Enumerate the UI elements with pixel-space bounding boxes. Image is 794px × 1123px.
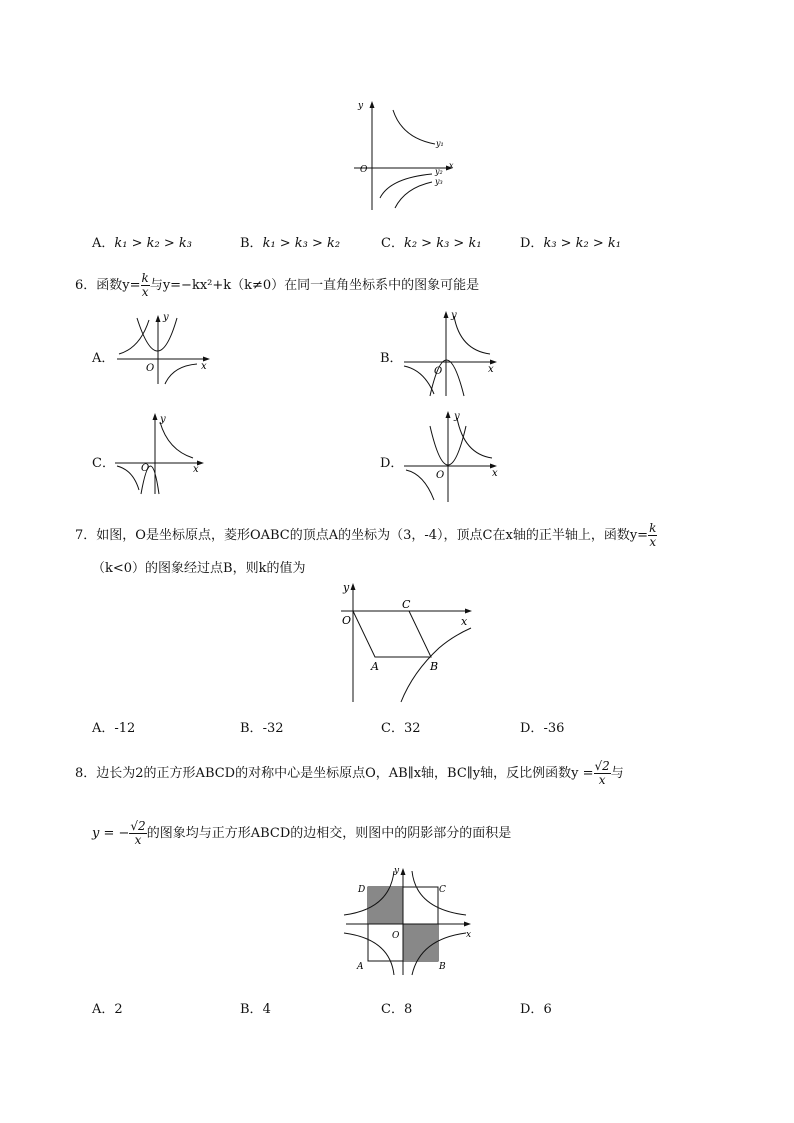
q8-line1: 边长为2的正方形ABCD的对称中心是坐标原点O，AB∥x轴，BC∥y轴，反比例函数y = [96,766,594,781]
svg-text:x: x [492,468,498,479]
q6-graph-b[interactable] [402,308,502,398]
q8-frac2-num: √2 [130,819,146,833]
q5-y2-label: y₂ [435,167,443,176]
q7-option-a-text: -12 [114,721,136,736]
q7-c-label: C [402,598,411,611]
q7-option-a-letter: A． [92,721,115,736]
q5-option-c-text: k₂ > k₃ > k₁ [403,236,482,251]
q5-graph [350,98,455,213]
q8-option-b-letter: B． [240,1002,263,1017]
q8-option-b-text: 4 [262,1002,271,1017]
q8-option-c[interactable] [381,998,412,1017]
q8-option-d-text: 6 [543,1002,552,1017]
q8-option-c-text: 8 [403,1002,413,1017]
svg-text:y: y [163,312,169,323]
q8-stem-line2 [92,820,511,847]
q8-frac1-den: x [598,773,606,787]
q8-a-label: A [357,962,364,972]
q5-option-d-text: k₃ > k₂ > k₁ [543,236,622,251]
q8-b-label: B [439,962,446,972]
q7-option-b-letter: B． [240,721,263,736]
q8-d-label: D [358,885,366,895]
q6-stem [75,272,479,299]
svg-text:O: O [436,470,445,481]
q7-option-b[interactable] [240,717,284,736]
q8-option-d[interactable] [520,998,552,1017]
q6-option-a-letter[interactable]: A． [92,351,115,366]
q7-option-d[interactable] [520,717,564,736]
q7-option-b-text: -32 [262,721,284,736]
q5-option-b-text: k₁ > k₃ > k₂ [262,236,341,251]
q8-x-label: x [466,930,472,940]
q6-frac-den: x [141,285,149,299]
q8-frac2-den: x [134,833,142,847]
q7-number: 7． [75,528,97,543]
q7-option-c-letter: C． [381,721,404,736]
q7-frac-num: k [649,521,657,535]
q5-y1-label: y₁ [436,139,444,148]
q5-option-a-text: k₁ > k₂ > k₃ [114,236,192,251]
q8-option-b[interactable] [240,998,271,1017]
q8-graph [340,865,475,977]
q8-number: 8． [75,766,97,781]
q8-o-label: O [392,931,400,941]
q6-frac-num: k [141,271,149,285]
q5-y-label: y [358,101,364,111]
q8-option-a-letter: A． [92,1002,115,1017]
q6-option-d-letter[interactable]: D． [380,456,404,471]
q6-number: 6． [75,278,97,293]
svg-text:x: x [488,364,494,375]
q7-x-label: x [461,615,468,628]
q8-line1-end: 与 [610,766,624,781]
q5-option-b[interactable] [240,232,340,251]
q8-y-label: y [394,866,400,876]
q5-y3-label: y₃ [435,177,443,186]
q7-line1: 如图，O是坐标原点，菱形OABC的顶点A的坐标为（3，-4），顶点C在x轴的正半轴上，函数y= [96,528,649,543]
q8-line2-prefix: y = − [92,826,130,841]
q7-option-c[interactable] [381,717,421,736]
svg-text:y: y [160,414,166,425]
q6-prefix: 函数y= [96,278,141,293]
q7-y-label: y [343,581,350,594]
q6-graph-c[interactable] [113,410,208,495]
q7-option-a[interactable] [92,717,135,736]
q8-fraction-1 [594,760,611,787]
q6-option-b-letter[interactable]: B． [380,351,403,366]
q5-x-label: x [449,161,454,170]
q6-graph-a[interactable] [115,312,215,387]
q7-stem-line2: （k<0）的图象经过点B，则k的值为 [92,561,306,576]
svg-text:O: O [141,463,150,474]
svg-text:y: y [451,310,457,321]
svg-text:x: x [201,361,207,372]
q7-option-d-letter: D． [520,721,544,736]
q8-fraction-2 [129,820,146,847]
q5-option-c[interactable] [381,232,482,251]
q6-graph-d[interactable] [402,408,502,503]
q7-option-d-text: -36 [543,721,565,736]
q6-option-c-letter[interactable]: C． [92,456,115,471]
svg-text:O: O [146,363,155,374]
q8-option-c-letter: C． [381,1002,404,1017]
q5-option-a[interactable] [92,232,192,251]
q5-origin-label: O [360,165,368,175]
q5-option-c-letter: C． [381,236,404,251]
q8-line2: 的图象均与正方形ABCD的边相交，则图中的阴影部分的面积是 [146,826,512,841]
q8-option-a[interactable] [92,998,123,1017]
q6-fraction [141,272,150,299]
q5-option-d[interactable] [520,232,621,251]
q7-stem-line1 [75,522,657,549]
q7-b-label: B [430,660,439,673]
q7-a-label: A [371,660,379,673]
q7-frac-den: x [649,535,657,549]
svg-text:x: x [193,464,199,475]
q8-option-a-text: 2 [114,1002,123,1017]
q5-option-b-letter: B． [240,236,263,251]
q5-option-d-letter: D． [520,236,544,251]
q7-option-c-text: 32 [403,721,421,736]
q8-frac1-num: √2 [594,759,610,773]
q7-o-label: O [342,614,352,627]
q6-suffix: 与y=−kx²+k（k≠0）在同一直角坐标系中的图象可能是 [149,278,480,293]
q5-option-a-letter: A． [92,236,115,251]
svg-text:O: O [434,366,443,377]
q7-graph [335,580,475,705]
svg-text:y: y [454,411,460,422]
q8-c-label: C [439,885,446,895]
q8-option-d-letter: D． [520,1002,544,1017]
q7-fraction [648,522,657,549]
q8-stem-line1 [75,760,624,787]
